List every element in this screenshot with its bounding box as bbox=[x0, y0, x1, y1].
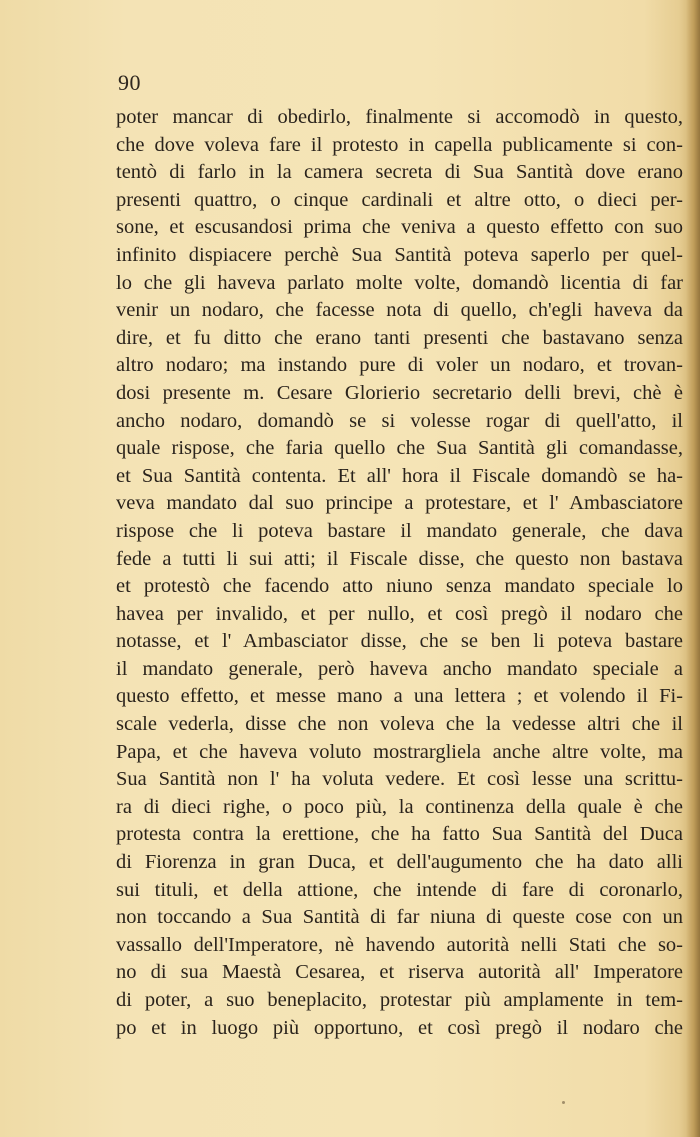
text-line: protesta contra la erettione, che ha fatto Sua Santità del Duca bbox=[116, 823, 683, 846]
text-line: lo che gli haveva parlato molte volte, domandò licentia di far bbox=[116, 271, 683, 294]
text-line: quale rispose, che faria quello che Sua Santità gli comandasse, bbox=[116, 437, 683, 460]
text-line: dire, et fu ditto che erano tanti presenti che bastavano senza bbox=[116, 326, 683, 349]
text-line: di poter, a suo beneplacito, protestar più amplamente in tem- bbox=[116, 989, 683, 1011]
text-line: sone, et escusandosi prima che veniva a questo effetto con suo bbox=[116, 216, 683, 239]
text-line: tentò di farlo in la camera secreta di Sua Santità dove erano bbox=[116, 161, 683, 184]
text-line: altro nodaro; ma instando pure di voler un nodaro, et trovan- bbox=[116, 354, 683, 377]
text-line: notasse, et l' Ambasciator disse, che se ben li poteva bastare bbox=[116, 630, 683, 653]
text-line: che dove voleva fare il protesto in capella publicamente si con- bbox=[116, 133, 683, 156]
text-line: poter mancar di obedirlo, finalmente si accomodò in questo, bbox=[116, 106, 683, 128]
text-line: venir un nodaro, che facesse nota di quello, ch'egli haveva da bbox=[116, 299, 683, 322]
text-line: veva mandato dal suo principe a protestare, et l' Ambasciatore bbox=[116, 492, 683, 515]
text-line: vassallo dell'Imperatore, nè havendo autorità nelli Stati che so- bbox=[116, 933, 683, 956]
text-line: infinito dispiacere perchè Sua Santità poteva saperlo per quel- bbox=[116, 243, 683, 266]
text-line: et protestò che facendo atto niuno senza mandato speciale lo bbox=[116, 575, 683, 598]
text-line: no di sua Maestà Cesarea, et riserva autorità all' Imperatore bbox=[116, 961, 683, 984]
text-line: havea per invalido, et per nullo, et così pregò il nodaro che bbox=[116, 602, 683, 625]
text-line: presenti quattro, o cinque cardinali et altre otto, o dieci per- bbox=[116, 188, 683, 211]
paper-speck bbox=[562, 1101, 565, 1104]
text-line: questo effetto, et messe mano a una lettera ; et volendo il Fi- bbox=[116, 685, 683, 708]
page-number: 90 bbox=[118, 70, 141, 95]
text-line: ra di dieci righe, o poco più, la continenza della quale è che bbox=[116, 795, 683, 818]
text-line: rispose che li poteva bastare il mandato generale, che dava bbox=[116, 519, 683, 542]
text-line: fede a tutti li sui atti; il Fiscale disse, che questo non bastava bbox=[116, 547, 683, 570]
text-line: scale vederla, disse che non voleva che la vedesse altri che il bbox=[116, 713, 683, 736]
body-text bbox=[116, 104, 683, 1042]
text-line: sui tituli, et della attione, che intende di fare di coronarlo, bbox=[116, 878, 683, 901]
text-line: et Sua Santità contenta. Et all' hora il Fiscale domandò se ha- bbox=[116, 464, 683, 487]
text-line: non toccando a Sua Santità di far niuna di queste cose con un bbox=[116, 906, 683, 929]
text-line: Sua Santità non l' ha voluta vedere. Et così lesse una scrittu- bbox=[116, 768, 683, 791]
text-line: dosi presente m. Cesare Glorierio secretario delli brevi, chè è bbox=[116, 381, 683, 404]
text-line: Papa, et che haveva voluto mostrargliela anche altre volte, ma bbox=[116, 740, 683, 763]
text-line: po et in luogo più opportuno, et così pregò il nodaro che bbox=[116, 1016, 683, 1039]
text-line: di Fiorenza in gran Duca, et dell'augumento che ha dato alli bbox=[116, 851, 683, 874]
text-line: ancho nodaro, domandò se si volesse rogar di quell'atto, il bbox=[116, 409, 683, 432]
page-edge-shadow bbox=[686, 0, 700, 1137]
text-line: il mandato generale, però haveva ancho mandato speciale a bbox=[116, 657, 683, 680]
